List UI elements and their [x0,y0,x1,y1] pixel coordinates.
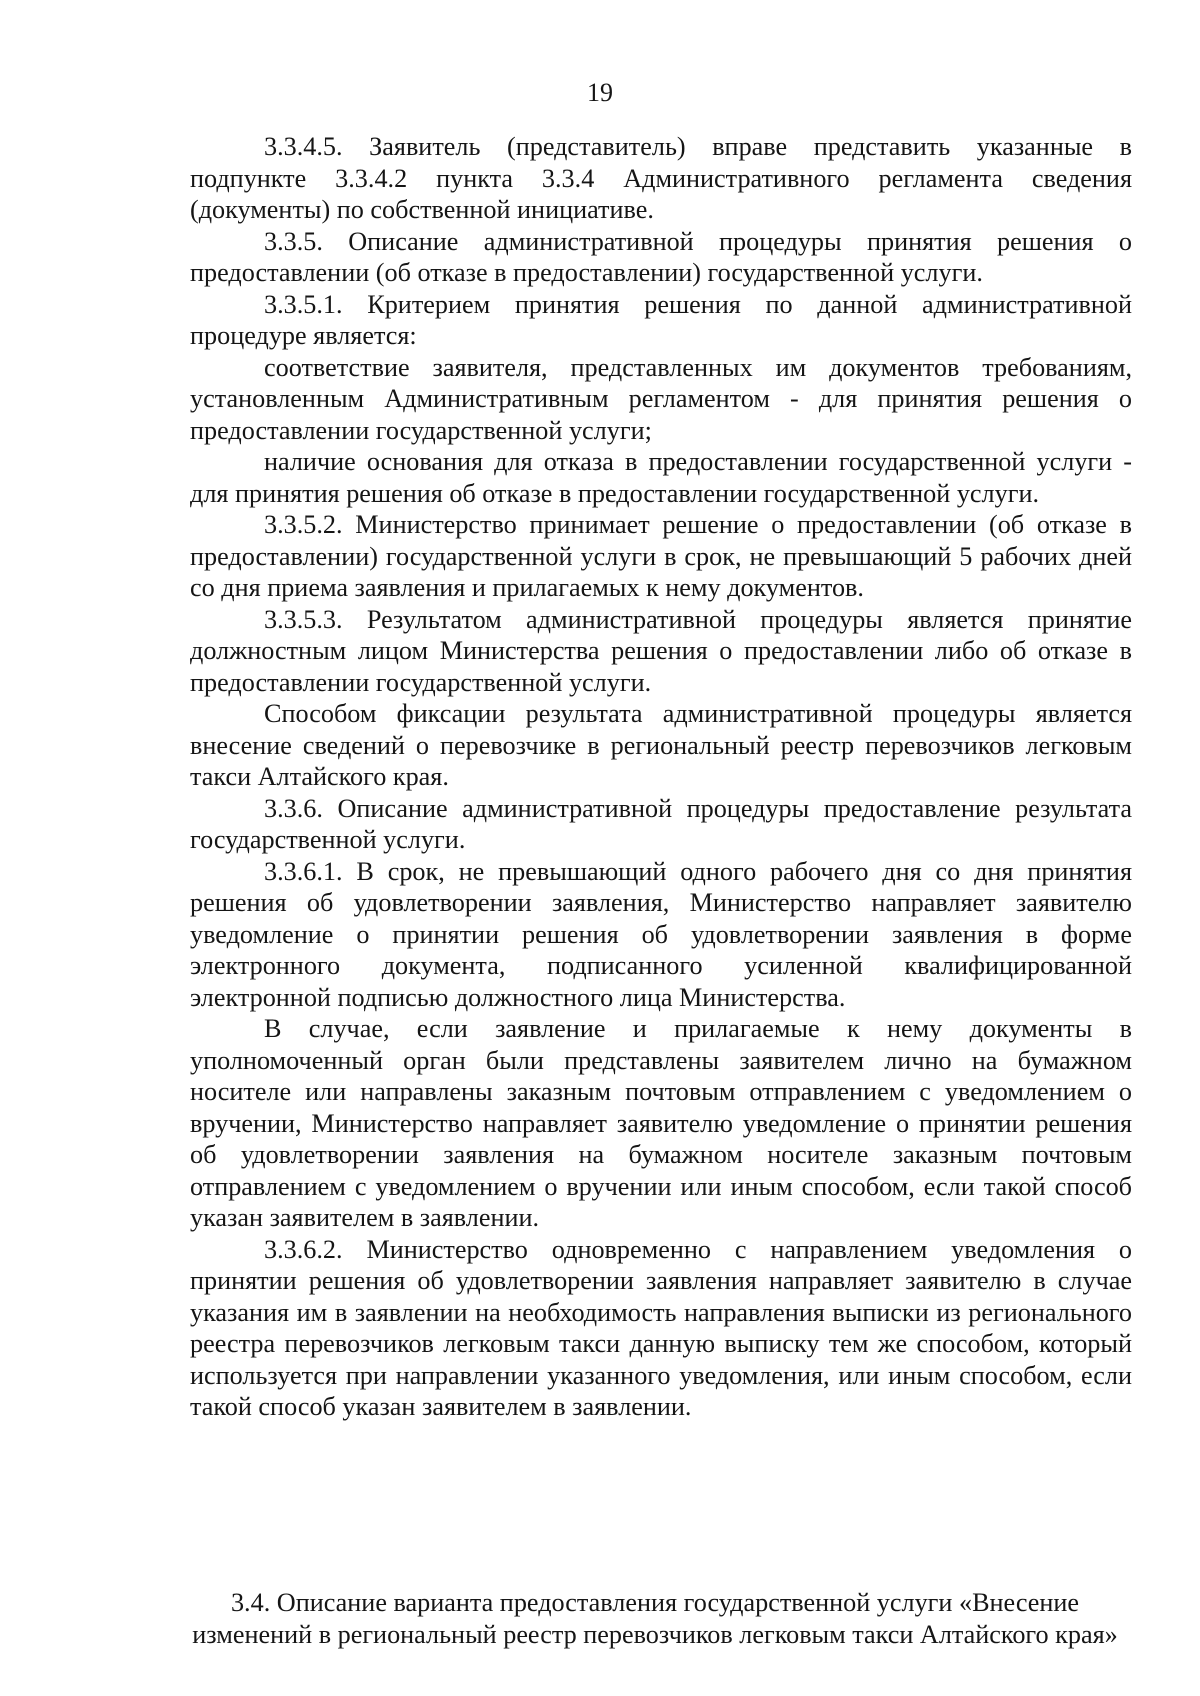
paragraph-3-3-5: 3.3.5. Описание административной процедуры принятия решения о предоставлении (об отказе в предоставлении) государственной услуги. [190,226,1132,287]
paragraph-3-3-6-1: 3.3.6.1. В срок, не превышающий одного рабочего дня со дня принятия решения об удовлетворении заявления, Министерство направляет заявителю уведомление о принятии решения об удовлетворении заявления в форме электронного документа, подписанного усиленной квалифицированной электронной подписью должностного лица Министерства. [190,856,1132,1012]
paragraph-paper-notice: В случае, если заявление и прилагаемые к нему документы в уполномоченный орган были представлены заявителем лично на бумажном носителе или направлены заказным почтовым отправлением с уведомлением о вручении, Министерство направляет заявителю уведомление о принятии решения об удовлетворении заявления на бумажном носителе заказным почтовым отправлением с уведомлением о вручении или иным способом, если такой способ указан заявителем в заявлении. [190,1014,1132,1232]
paragraph-3-3-6: 3.3.6. Описание административной процедуры предоставление результата государственной услуги. [190,793,1132,854]
paragraph-fixation-method: Способом фиксации результата административной процедуры является внесение сведений о перевозчике в региональный реестр перевозчиков легковым такси Алтайского края. [190,699,1132,791]
page-number: 19 [587,78,613,107]
paragraph-3-3-5-1: 3.3.5.1. Критерием принятия решения по данной административной процедуре является: [190,289,1132,350]
paragraph-3-3-4-5: 3.3.4.5. Заявитель (представитель) вправе представить указанные в подпункте 3.3.4.2 пункта 3.3.4 Административного регламента сведения (документы) по собственной инициативе. [190,132,1132,224]
paragraph-3-3-6-2: 3.3.6.2. Министерство одновременно с направлением уведомления о принятии решения об удовлетворении заявления направляет заявителю в случае указания им в заявлении на необходимость направления выписки из регионального реестра перевозчиков легковым такси данную выписку тем же способом, который используется при направлении указанного уведомления, или иным способом, если такой способ указан заявителем в заявлении. [190,1234,1132,1421]
section-heading-3-4: 3.4. Описание варианта предоставления государственной услуги «Внесение изменений в региональный реестр перевозчиков легковым такси Алтайского края» [192,1588,1118,1649]
paragraph-criterion-compliance: соответствие заявителя, представленных им документов требованиям, установленным Административным регламентом - для принятия решения о предоставлении государственной услуги; [190,352,1132,445]
paragraph-criterion-refusal: наличие основания для отказа в предоставлении государственной услуги - для принятия решения об отказе в предоставлении государственной услуги. [190,447,1132,508]
document-body [190,131,1132,1423]
paragraph-3-3-5-2: 3.3.5.2. Министерство принимает решение о предоставлении (об отказе в предоставлении) государственной услуги в срок, не превышающий 5 рабочих дней со дня приема заявления и прилагаемых к нему документов. [190,510,1132,602]
paragraph-3-3-5-3: 3.3.5.3. Результатом административной процедуры является принятие должностным лицом Министерства решения о предоставлении либо об отказе в предоставлении государственной услуги. [190,604,1132,697]
